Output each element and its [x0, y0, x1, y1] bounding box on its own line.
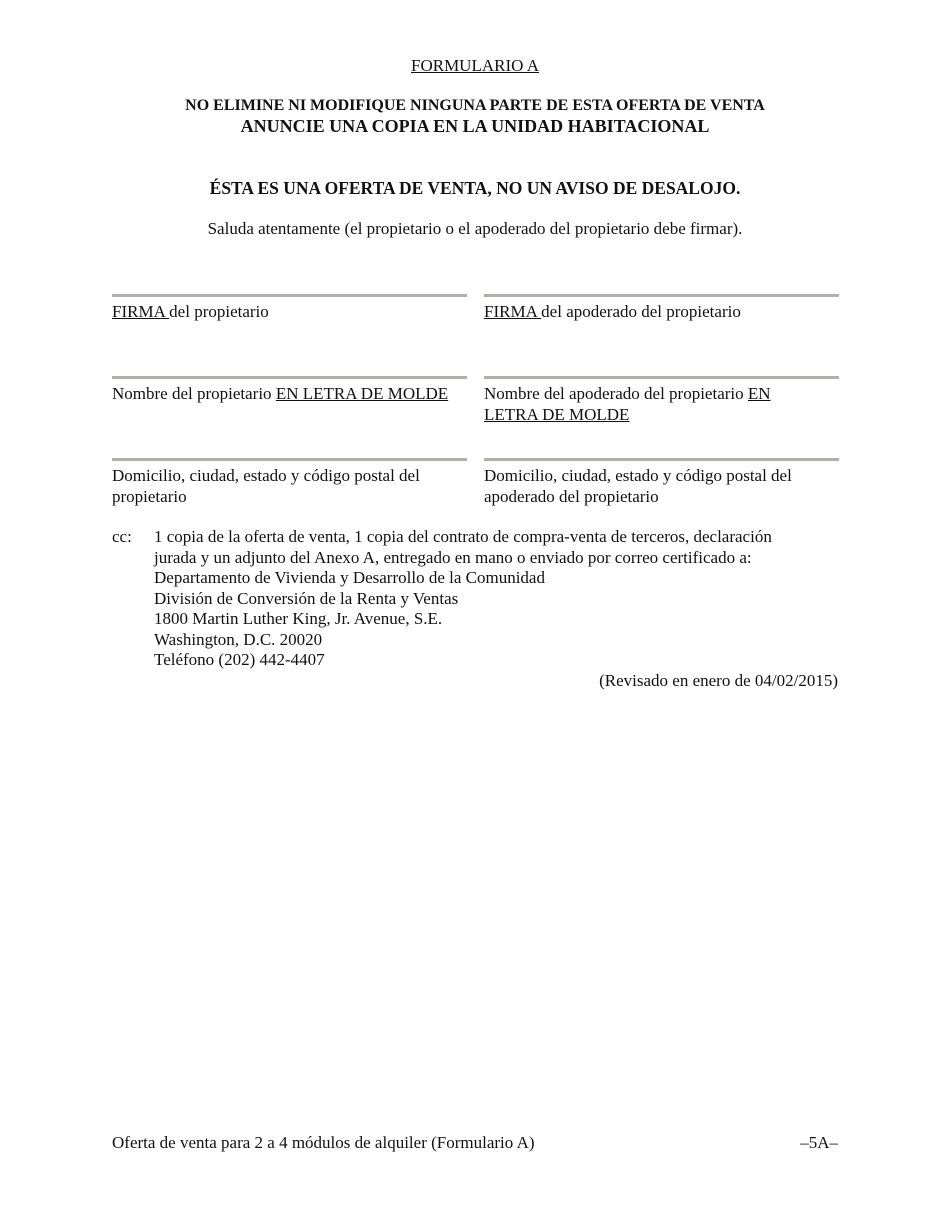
cc-line: Teléfono (202) 442-4407	[154, 650, 325, 669]
offer-heading: ÉSTA ES UNA OFERTA DE VENTA, NO UN AVISO DE DESALOJO.	[209, 178, 741, 198]
closing-statement: Saluda atentamente (el propietario o el apoderado del propietario debe firmar).	[207, 219, 743, 238]
owner-name-line	[112, 376, 467, 379]
agent-signature-line	[484, 294, 839, 297]
agent-address-line	[484, 458, 839, 461]
agent-name-label	[484, 383, 839, 425]
owner-name-label-emph: EN LETRA DE MOLDE	[275, 384, 449, 403]
owner-name-label-prefix: Nombre del propietario	[112, 384, 276, 403]
agent-signature-label	[484, 301, 839, 322]
owner-signature-label	[112, 301, 467, 322]
agent-signature-label-rest: del apoderado del propietario	[541, 302, 741, 321]
warning-notice	[0, 95, 950, 137]
cc-line: División de Conversión de la Renta y Ventas	[154, 588, 459, 608]
cc-line: jurada y un adjunto del Anexo A, entregado en mano o enviado por correo certificado a:	[154, 547, 752, 567]
agent-signature-field[interactable]	[484, 294, 839, 322]
agent-address-field[interactable]	[484, 458, 839, 507]
cc-line: 1800 Martin Luther King, Jr. Avenue, S.E.	[154, 609, 443, 628]
agent-name-line	[484, 376, 839, 379]
owner-name-field[interactable]	[112, 376, 467, 404]
owner-signature-label-emph: FIRMA	[112, 302, 170, 321]
owner-name-label	[112, 383, 467, 404]
cc-line: Washington, D.C. 20020	[154, 629, 323, 649]
agent-address-label	[484, 465, 839, 507]
agent-address-label-line-2: apoderado del propietario	[484, 487, 659, 506]
page-number: –5A–	[800, 1133, 838, 1152]
agent-name-field[interactable]	[484, 376, 839, 425]
owner-address-field[interactable]	[112, 458, 467, 507]
owner-signature-field[interactable]	[112, 294, 467, 322]
agent-address-label-line-1: Domicilio, ciudad, estado y código postal del	[484, 466, 792, 485]
warning-line-1: NO ELIMINE NI MODIFIQUE NINGUNA PARTE DE ESTA OFERTA DE VENTA	[185, 97, 765, 114]
owner-address-label-line-1: Domicilio, ciudad, estado y código postal del	[112, 466, 420, 485]
agent-name-label-emph-2: LETRA DE MOLDE	[484, 405, 630, 424]
owner-signature-label-rest: del propietario	[169, 302, 269, 321]
cc-body	[154, 527, 838, 671]
cc-line: Departamento de Vivienda y Desarrollo de la Comunidad	[154, 568, 545, 587]
revision-note: (Revisado en enero de 04/02/2015)	[599, 671, 838, 690]
owner-address-line	[112, 458, 467, 461]
owner-address-label	[112, 465, 467, 507]
footer-title: Oferta de venta para 2 a 4 módulos de alquiler (Formulario A)	[112, 1133, 535, 1152]
owner-address-label-line-2: propietario	[112, 487, 187, 506]
agent-name-label-prefix: Nombre del apoderado del propietario	[484, 384, 748, 403]
form-label	[0, 56, 950, 76]
warning-line-2: ANUNCIE UNA COPIA EN LA UNIDAD HABITACIONAL	[240, 116, 710, 136]
cc-tag: cc:	[112, 527, 132, 546]
owner-signature-line	[112, 294, 467, 297]
agent-signature-label-emph: FIRMA	[484, 302, 542, 321]
form-label-text: FORMULARIO A	[411, 56, 539, 75]
cc-distribution	[112, 527, 838, 671]
cc-line: 1 copia de la oferta de venta, 1 copia del contrato de compra-venta de terceros, declaración	[154, 527, 772, 546]
agent-name-label-emph-1: EN	[747, 384, 771, 403]
